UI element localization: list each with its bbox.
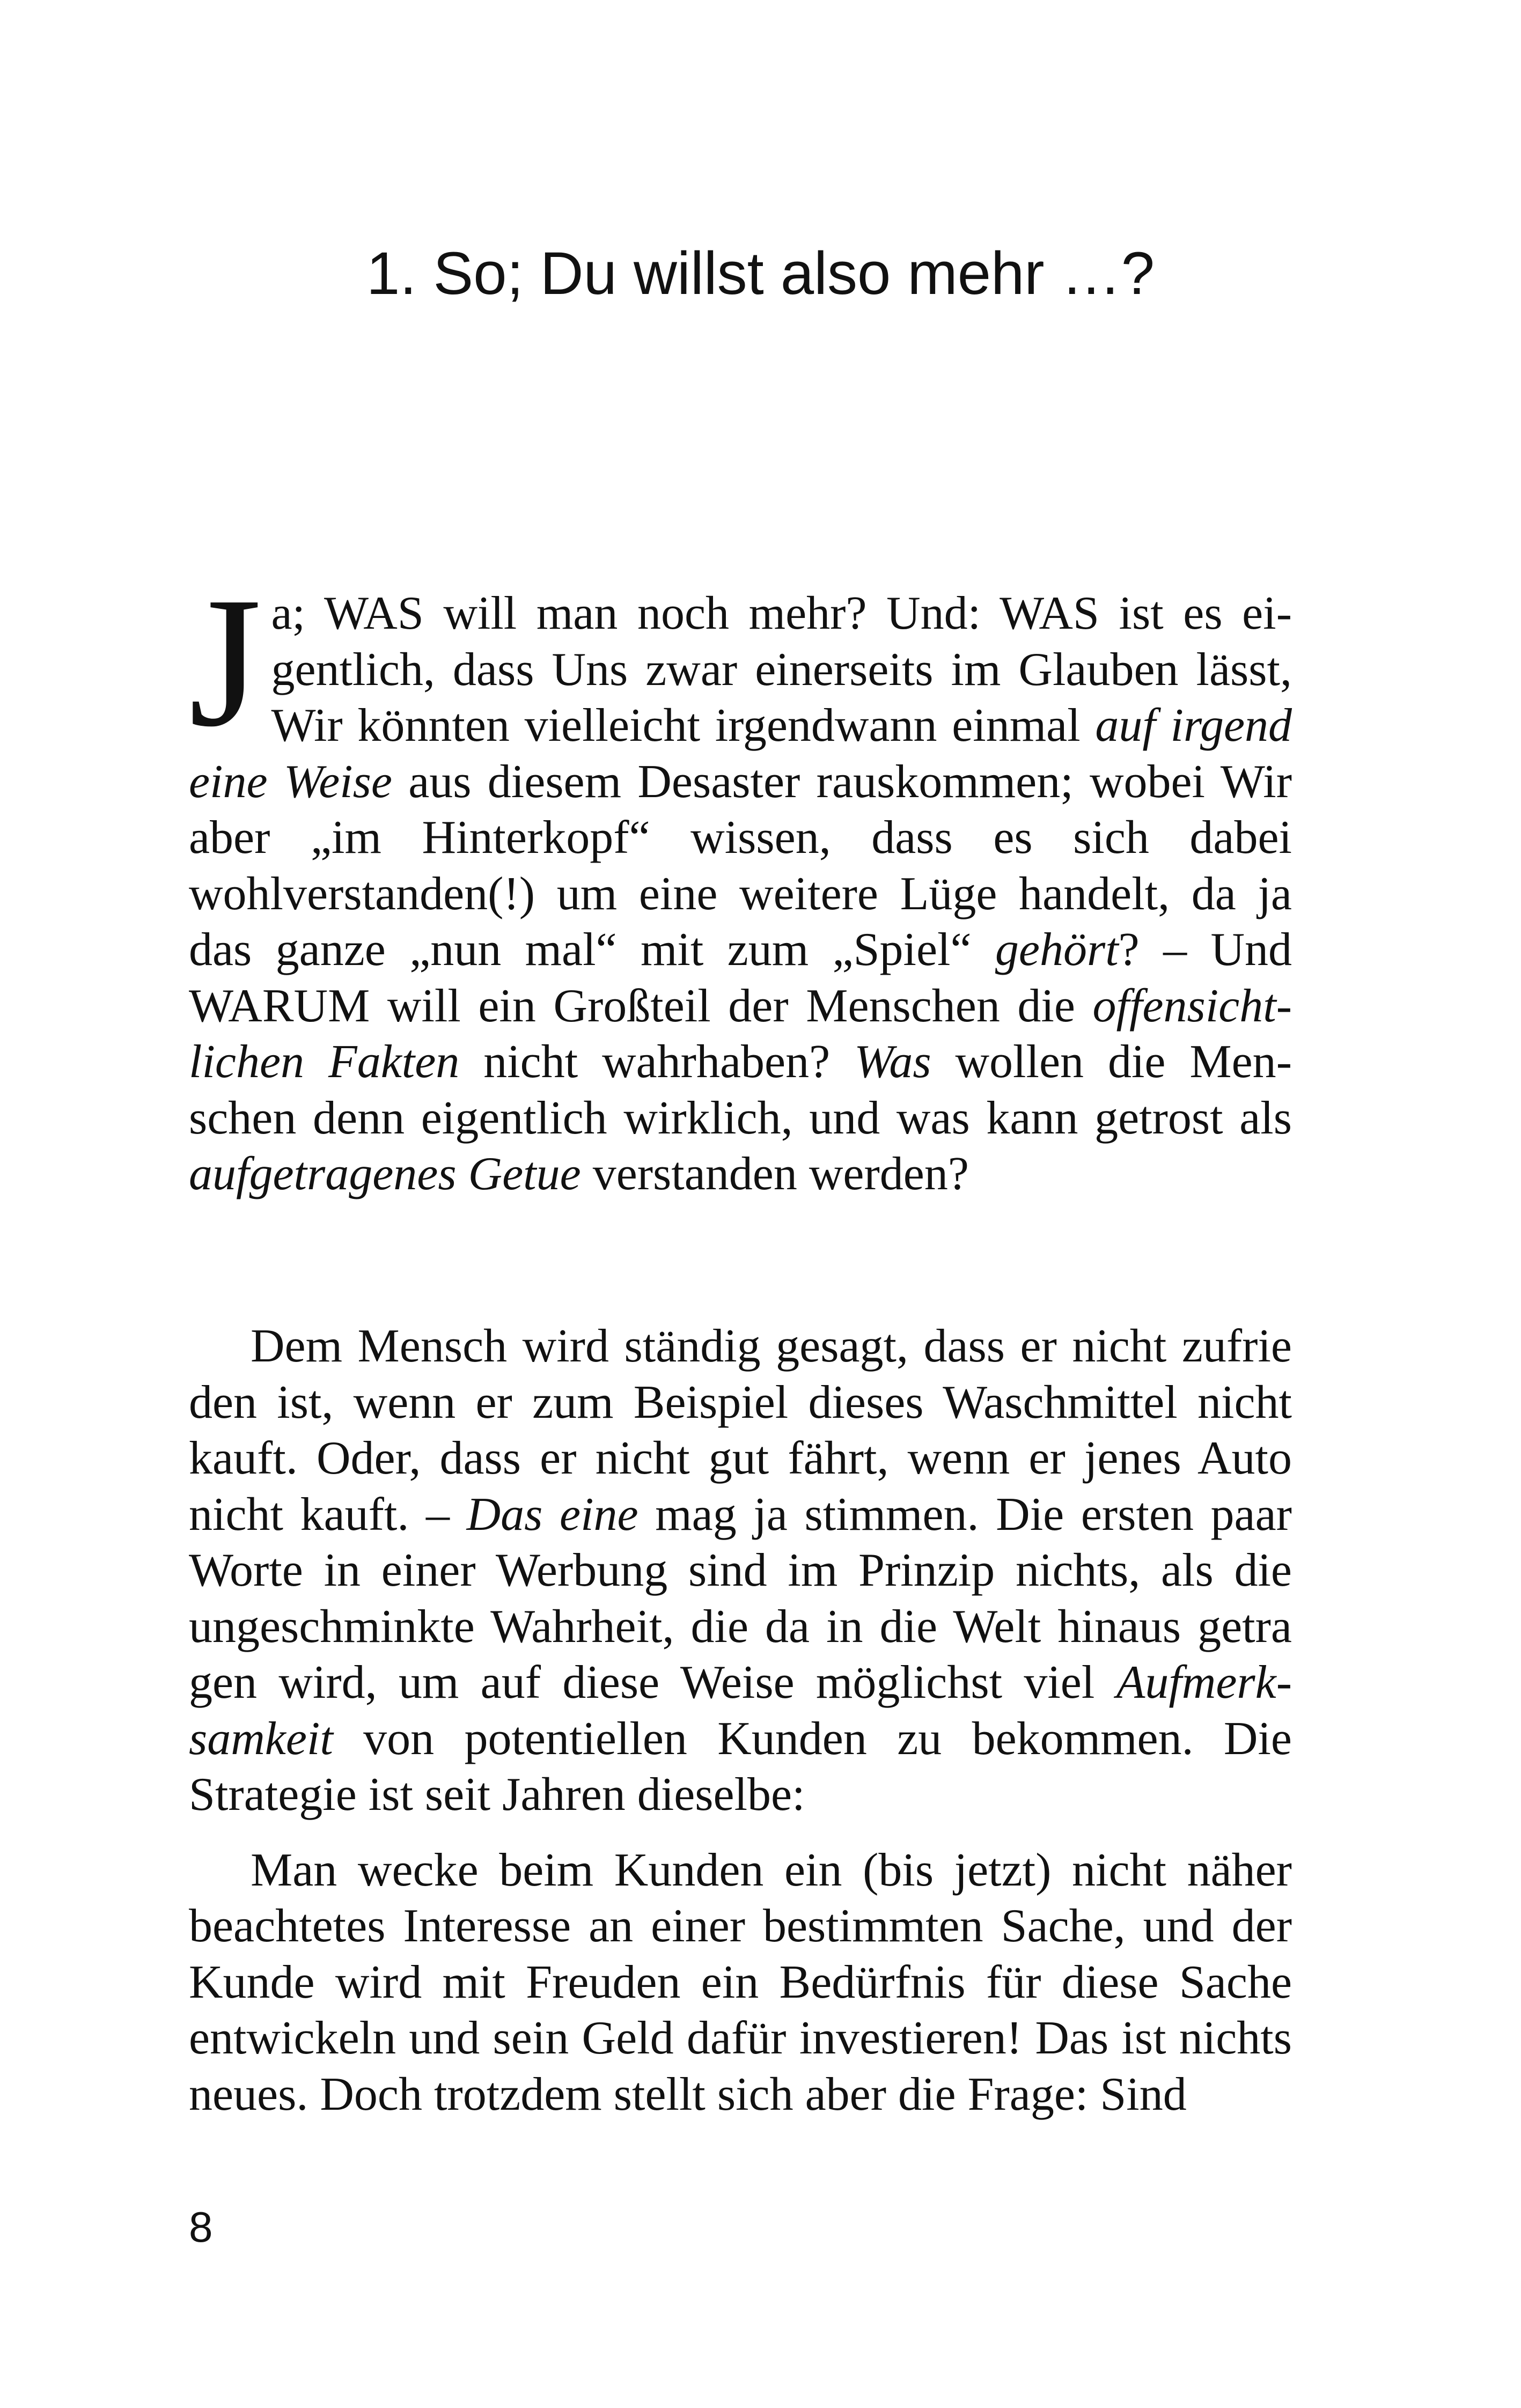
body-section bbox=[189, 1319, 1292, 2123]
intro-paragraph bbox=[189, 559, 1292, 1203]
emphasis: Das eine bbox=[466, 1488, 638, 1541]
emphasis: Was bbox=[854, 1036, 931, 1088]
body-paragraph bbox=[189, 1843, 1292, 2123]
emphasis: auf irgend eine Weise bbox=[189, 699, 1292, 808]
text-run: Man wecke beim Kunden ein (bis jetzt) nicht näher beachtetes Interesse an einer bestimmten Sache, und der Kunde wird mit Freuden ein Bedürfnis für diese Sache entwickeln und sein Geld dafür investieren! Das ist nichts neues. Doch trotzdem stellt sich aber die Frage: Sind bbox=[189, 1844, 1292, 2120]
emphasis: Aufmerksamkeit bbox=[189, 1656, 1292, 1765]
emphasis: aufgetragenes Getue bbox=[189, 1148, 581, 1200]
text-run: verstanden werden? bbox=[581, 1148, 969, 1200]
text-run: wollen die Menschen denn eigentlich wirklich, und was kann getrost als bbox=[189, 1036, 1292, 1144]
drop-cap: J bbox=[189, 559, 262, 765]
emphasis: offensichtlichen Fakten bbox=[189, 980, 1292, 1088]
text-run: mag ja stimmen. Die ersten paar Worte in einer Werbung sind im Prinzip nichts, als die ungeschminkte Wahrheit, die da in die Welt hinaus getra gen wird, um auf diese Weise möglichst viel bbox=[189, 1488, 1292, 1709]
body-paragraph bbox=[189, 1319, 1292, 1823]
text-run: von potentiellen Kunden zu bekommen. Die Strategie ist seit Jahren dieselbe: bbox=[189, 1712, 1292, 1821]
text-run: Dem Mensch wird ständig gesagt, dass er nicht zufrie den ist, wenn er zum Beispiel dieses Waschmittel nicht kauft. Oder, dass er nicht gut fährt, wenn er jenes Auto nicht kauft. – bbox=[189, 1320, 1292, 1541]
text-run: ? – Und WARUM will ein Großteil der Menschen die bbox=[189, 924, 1292, 1032]
page-number: 8 bbox=[189, 2203, 213, 2251]
emphasis: gehört bbox=[995, 924, 1119, 976]
intro-section bbox=[189, 559, 1292, 1203]
text-run: a; WAS will man noch mehr? Und: WAS ist es eigentlich, dass Uns zwar einerseits im Glauben lässt, Wir könnten vielleicht irgendwann einmal bbox=[271, 587, 1292, 752]
text-run: aus diesem Desaster rauskommen; wobei Wir aber „im Hinterkopf“ wissen, dass es sich dabei wohlverstanden(!) um eine weitere Lüge handelt, da ja das ganze „nun mal“ mit zum „Spiel“ bbox=[189, 755, 1292, 976]
text-run: nicht wahrhaben? bbox=[459, 1036, 855, 1088]
chapter-title: 1. So; Du willst also mehr …? bbox=[366, 240, 1155, 307]
